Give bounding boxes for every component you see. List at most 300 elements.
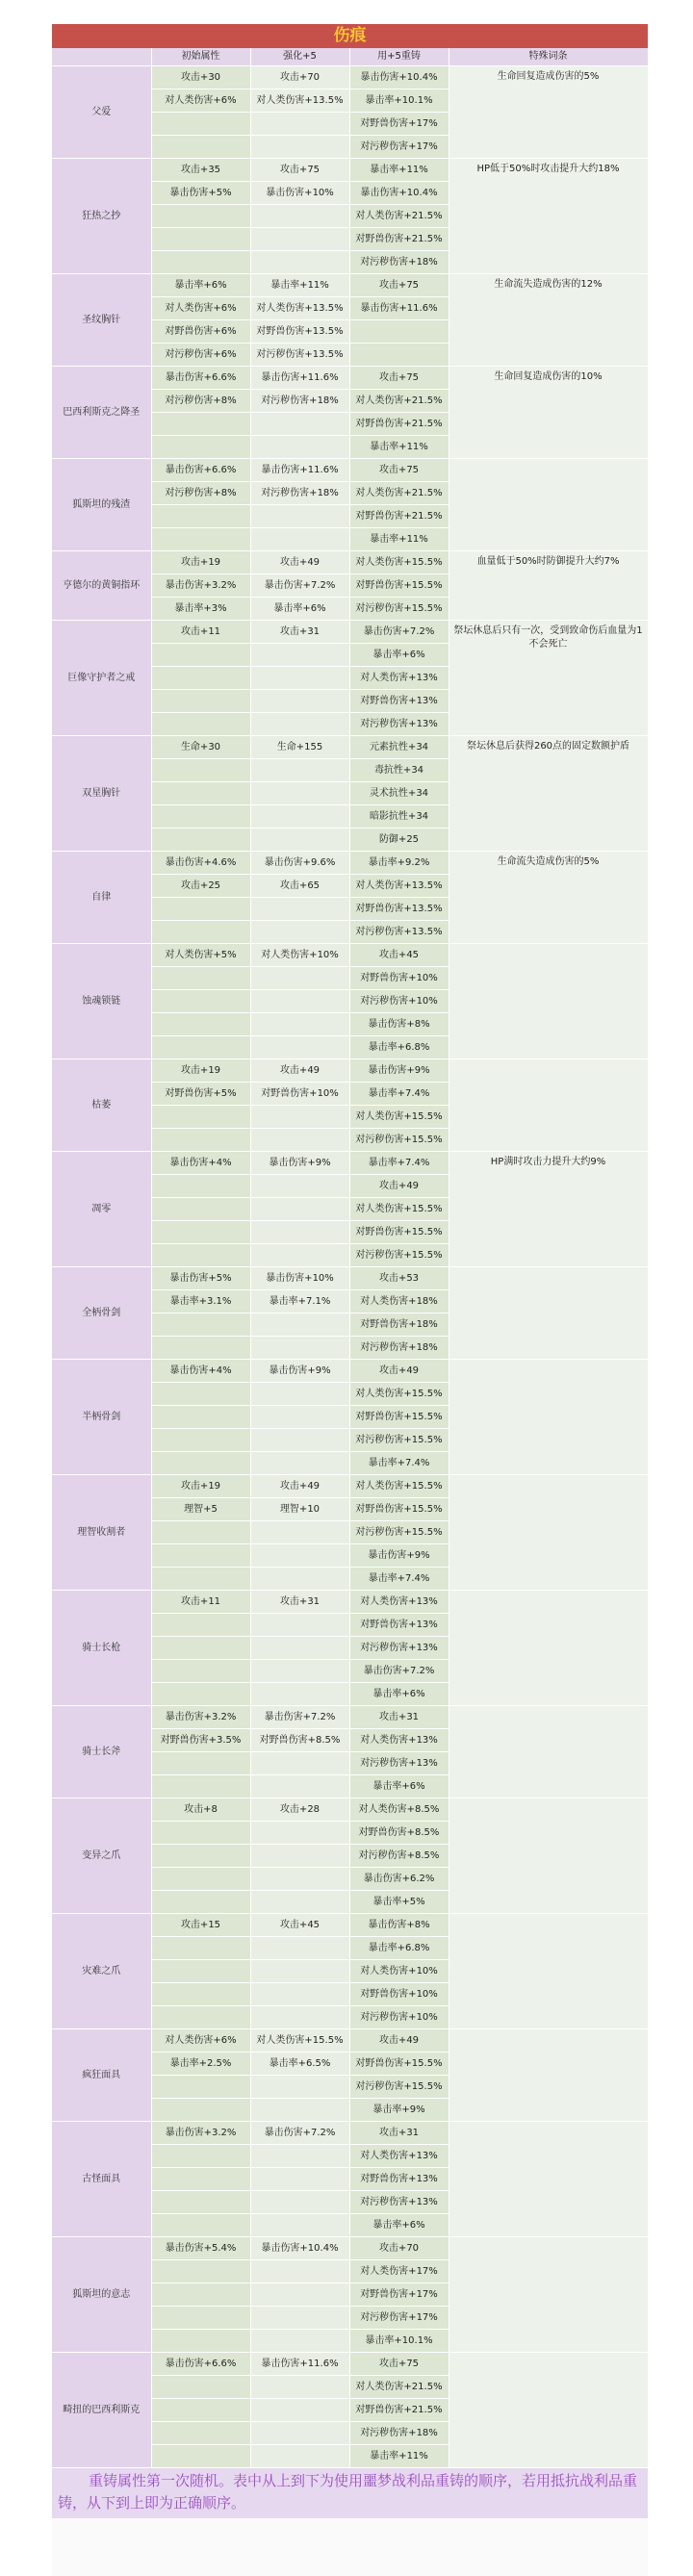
enhanced-stat-cell	[250, 2214, 349, 2237]
initial-stat-cell	[151, 1429, 250, 1452]
enhanced-stat-cell: 对人类伤害+13.5%	[250, 89, 349, 113]
initial-stat-cell	[151, 1937, 250, 1960]
enhanced-stat-cell	[250, 251, 349, 274]
initial-stat-cell	[151, 1683, 250, 1706]
reforge-stat-cell: 暗影抗性+34	[349, 805, 449, 829]
reforge-stat-cell: 对野兽伤害+18%	[349, 1314, 449, 1337]
initial-stat-cell: 暴击率+3%	[151, 598, 250, 621]
item-name: 狂热之抄	[52, 159, 151, 274]
reforge-stat-cell: 对野兽伤害+21.5%	[349, 2399, 449, 2422]
reforge-stat-cell: 对人类伤害+10%	[349, 1960, 449, 1983]
initial-stat-cell	[151, 1221, 250, 1244]
enhanced-stat-cell	[250, 2445, 349, 2468]
initial-stat-cell	[151, 1568, 250, 1591]
enhanced-stat-cell	[250, 2006, 349, 2029]
reforge-stat-cell: 攻击+53	[349, 1267, 449, 1290]
enhanced-stat-cell	[250, 1752, 349, 1775]
enhanced-stat-cell	[250, 967, 349, 990]
header-cell: 特殊词条	[449, 48, 648, 66]
special-affix-cell	[449, 2353, 648, 2468]
initial-stat-cell: 暴击伤害+5%	[151, 182, 250, 205]
table-row	[52, 1914, 648, 1937]
item-name: 巴西利斯克之降圣	[52, 367, 151, 459]
reforge-stat-cell: 对人类伤害+13.5%	[349, 875, 449, 898]
initial-stat-cell	[151, 2191, 250, 2214]
initial-stat-cell: 暴击率+6%	[151, 274, 250, 297]
enhanced-stat-cell	[250, 1660, 349, 1683]
reforge-stat-cell: 对污秽伤害+13%	[349, 1637, 449, 1660]
reforge-stat-cell: 对野兽伤害+15.5%	[349, 1406, 449, 1429]
enhanced-stat-cell	[250, 136, 349, 159]
initial-stat-cell	[151, 436, 250, 459]
initial-stat-cell	[151, 251, 250, 274]
item-name: 骑士长枪	[52, 1591, 151, 1706]
reforge-stat-cell: 暴击率+11%	[349, 2445, 449, 2468]
reforge-stat-cell: 对污秽伤害+13%	[349, 713, 449, 736]
table-row	[52, 1152, 648, 1175]
reforge-stat-cell: 对污秽伤害+15.5%	[349, 598, 449, 621]
initial-stat-cell	[151, 805, 250, 829]
enhanced-stat-cell	[250, 1891, 349, 1914]
special-affix-cell: 生命流失造成伤害的12%	[449, 274, 648, 367]
initial-stat-cell: 暴击伤害+3.2%	[151, 1706, 250, 1729]
item-name: 蚀魂锁链	[52, 944, 151, 1059]
item-name: 自律	[52, 852, 151, 944]
item-name: 理智收割者	[52, 1475, 151, 1591]
special-affix-cell: 生命回复造成伤害的5%	[449, 66, 648, 159]
table-row	[52, 2122, 648, 2145]
initial-stat-cell: 对污秽伤害+8%	[151, 390, 250, 413]
reforge-stat-cell: 暴击伤害+9%	[349, 1059, 449, 1083]
reforge-stat-cell: 对污秽伤害+15.5%	[349, 2076, 449, 2099]
reforge-stat-cell: 对野兽伤害+13%	[349, 690, 449, 713]
reforge-stat-cell: 对人类伤害+8.5%	[349, 1798, 449, 1822]
initial-stat-cell	[151, 967, 250, 990]
enhanced-stat-cell	[250, 805, 349, 829]
reforge-stat-cell: 暴击率+6.8%	[349, 1937, 449, 1960]
initial-stat-cell: 对污秽伤害+6%	[151, 344, 250, 367]
reforge-stat-cell: 对人类伤害+21.5%	[349, 205, 449, 228]
table-row	[52, 551, 648, 574]
reforge-stat-cell: 暴击伤害+9%	[349, 1544, 449, 1568]
item-name: 骑士长斧	[52, 1706, 151, 1798]
enhanced-stat-cell: 暴击伤害+10%	[250, 182, 349, 205]
reforge-stat-cell: 暴击率+6.8%	[349, 1036, 449, 1059]
initial-stat-cell	[151, 2330, 250, 2353]
initial-stat-cell: 攻击+11	[151, 621, 250, 644]
enhanced-stat-cell	[250, 1544, 349, 1568]
table-row	[52, 1059, 648, 1083]
enhanced-stat-cell	[250, 2145, 349, 2168]
enhanced-stat-cell	[250, 205, 349, 228]
reforge-stat-cell: 灵术抗性+34	[349, 782, 449, 805]
reforge-stat-cell: 暴击率+11%	[349, 528, 449, 551]
table-row	[52, 852, 648, 875]
enhanced-stat-cell: 攻击+31	[250, 621, 349, 644]
table-row	[52, 944, 648, 967]
table-row	[52, 459, 648, 482]
item-name: 父爱	[52, 66, 151, 159]
enhanced-stat-cell	[250, 1129, 349, 1152]
enhanced-stat-cell	[250, 1198, 349, 1221]
reforge-stat-cell: 对污秽伤害+8.5%	[349, 1845, 449, 1868]
initial-stat-cell	[151, 113, 250, 136]
initial-stat-cell	[151, 1383, 250, 1406]
reforge-stat-cell: 对野兽伤害+15.5%	[349, 2053, 449, 2076]
enhanced-stat-cell	[250, 782, 349, 805]
item-name: 圣纹胸针	[52, 274, 151, 367]
initial-stat-cell	[151, 1406, 250, 1429]
special-affix-cell	[449, 1914, 648, 2029]
enhanced-stat-cell	[250, 2076, 349, 2099]
enhanced-stat-cell	[250, 2422, 349, 2445]
equipment-sheet	[52, 24, 648, 2576]
reforge-stat-cell: 防御+25	[349, 829, 449, 852]
reforge-stat-cell: 对人类伤害+13%	[349, 2145, 449, 2168]
initial-stat-cell	[151, 782, 250, 805]
initial-stat-cell	[151, 1175, 250, 1198]
reforge-stat-cell: 对野兽伤害+21.5%	[349, 505, 449, 528]
initial-stat-cell: 暴击伤害+4%	[151, 1152, 250, 1175]
enhanced-stat-cell	[250, 1244, 349, 1267]
item-name: 狐斯坦的残渣	[52, 459, 151, 551]
item-name: 变异之爪	[52, 1798, 151, 1914]
initial-stat-cell	[151, 2260, 250, 2283]
reforge-stat-cell: 对污秽伤害+15.5%	[349, 1244, 449, 1267]
enhanced-stat-cell: 攻击+49	[250, 1475, 349, 1498]
initial-stat-cell	[151, 2307, 250, 2330]
initial-stat-cell	[151, 2076, 250, 2099]
reforge-stat-cell: 暴击率+11%	[349, 436, 449, 459]
enhanced-stat-cell: 对人类伤害+13.5%	[250, 297, 349, 320]
initial-stat-cell: 对野兽伤害+3.5%	[151, 1729, 250, 1752]
enhanced-stat-cell	[250, 1314, 349, 1337]
enhanced-stat-cell	[250, 1337, 349, 1360]
reforge-stat-cell: 对污秽伤害+17%	[349, 136, 449, 159]
footnote: 重铸属性第一次随机。表中从上到下为使用噩梦战利品重铸的顺序，若用抵抗战利品重铸，从下到上即为正确顺序。	[52, 2468, 648, 2518]
table-row	[52, 1475, 648, 1498]
initial-stat-cell	[151, 1891, 250, 1914]
reforge-stat-cell: 暴击伤害+10.4%	[349, 66, 449, 89]
table-row	[52, 159, 648, 182]
enhanced-stat-cell	[250, 1406, 349, 1429]
initial-stat-cell: 对野兽伤害+5%	[151, 1083, 250, 1106]
item-name: 畸扭的巴西利斯克	[52, 2353, 151, 2468]
reforge-stat-cell: 对人类伤害+15.5%	[349, 551, 449, 574]
enhanced-stat-cell	[250, 1568, 349, 1591]
table-row	[52, 1591, 648, 1614]
enhanced-stat-cell: 攻击+45	[250, 1914, 349, 1937]
reforge-stat-cell: 攻击+31	[349, 1706, 449, 1729]
initial-stat-cell	[151, 136, 250, 159]
enhanced-stat-cell	[250, 990, 349, 1013]
initial-stat-cell	[151, 1637, 250, 1660]
initial-stat-cell	[151, 713, 250, 736]
table-row	[52, 736, 648, 759]
item-name: 疯狂面具	[52, 2029, 151, 2122]
enhanced-stat-cell	[250, 2260, 349, 2283]
item-name: 灾难之爪	[52, 1914, 151, 2029]
reforge-stat-cell: 暴击率+7.4%	[349, 1568, 449, 1591]
enhanced-stat-cell	[250, 667, 349, 690]
enhanced-stat-cell: 暴击伤害+11.6%	[250, 367, 349, 390]
initial-stat-cell	[151, 1544, 250, 1568]
reforge-stat-cell: 对污秽伤害+13%	[349, 1752, 449, 1775]
reforge-stat-cell: 暴击率+6%	[349, 1775, 449, 1798]
item-name: 全柄骨剑	[52, 1267, 151, 1360]
item-name: 古怪面具	[52, 2122, 151, 2237]
enhanced-stat-cell	[250, 1775, 349, 1798]
enhanced-stat-cell	[250, 1983, 349, 2006]
enhanced-stat-cell	[250, 2376, 349, 2399]
enhanced-stat-cell	[250, 1960, 349, 1983]
initial-stat-cell: 攻击+25	[151, 875, 250, 898]
enhanced-stat-cell	[250, 2283, 349, 2307]
initial-stat-cell	[151, 2214, 250, 2237]
enhanced-stat-cell: 对人类伤害+15.5%	[250, 2029, 349, 2053]
enhanced-stat-cell	[250, 1521, 349, 1544]
initial-stat-cell: 暴击伤害+5%	[151, 1267, 250, 1290]
enhanced-stat-cell	[250, 1383, 349, 1406]
special-affix-cell	[449, 1591, 648, 1706]
initial-stat-cell	[151, 759, 250, 782]
initial-stat-cell	[151, 1337, 250, 1360]
reforge-stat-cell: 对人类伤害+21.5%	[349, 482, 449, 505]
initial-stat-cell: 理智+5	[151, 1498, 250, 1521]
reforge-stat-cell: 暴击率+7.4%	[349, 1452, 449, 1475]
initial-stat-cell	[151, 1314, 250, 1337]
table-row	[52, 1706, 648, 1729]
reforge-stat-cell: 对人类伤害+15.5%	[349, 1198, 449, 1221]
initial-stat-cell	[151, 1822, 250, 1845]
reforge-stat-cell: 攻击+49	[349, 1175, 449, 1198]
initial-stat-cell	[151, 898, 250, 921]
table-row	[52, 367, 648, 390]
initial-stat-cell	[151, 2283, 250, 2307]
enhanced-stat-cell	[250, 898, 349, 921]
reforge-stat-cell: 暴击率+10.1%	[349, 89, 449, 113]
enhanced-stat-cell	[250, 505, 349, 528]
reforge-stat-cell: 对污秽伤害+10%	[349, 2006, 449, 2029]
enhanced-stat-cell	[250, 1937, 349, 1960]
table-row	[52, 2353, 648, 2376]
enhanced-stat-cell: 对污秽伤害+18%	[250, 390, 349, 413]
reforge-stat-cell	[349, 320, 449, 344]
enhanced-stat-cell	[250, 1175, 349, 1198]
enhanced-stat-cell: 生命+155	[250, 736, 349, 759]
reforge-stat-cell: 对污秽伤害+17%	[349, 2307, 449, 2330]
table-row	[52, 621, 648, 644]
initial-stat-cell: 攻击+19	[151, 551, 250, 574]
special-affix-cell	[449, 2122, 648, 2237]
item-name: 双星胸针	[52, 736, 151, 852]
reforge-stat-cell: 攻击+45	[349, 944, 449, 967]
initial-stat-cell: 暴击伤害+4%	[151, 1360, 250, 1383]
reforge-stat-cell: 对野兽伤害+17%	[349, 113, 449, 136]
special-affix-cell	[449, 2237, 648, 2353]
enhanced-stat-cell: 攻击+49	[250, 1059, 349, 1083]
enhanced-stat-cell: 暴击伤害+11.6%	[250, 2353, 349, 2376]
special-affix-cell	[449, 2029, 648, 2122]
reforge-stat-cell: 对污秽伤害+15.5%	[349, 1129, 449, 1152]
enhanced-stat-cell	[250, 228, 349, 251]
reforge-stat-cell	[349, 344, 449, 367]
reforge-stat-cell: 对污秽伤害+13.5%	[349, 921, 449, 944]
reforge-stat-cell: 对污秽伤害+18%	[349, 251, 449, 274]
reforge-stat-cell: 攻击+70	[349, 2237, 449, 2260]
initial-stat-cell: 对人类伤害+6%	[151, 2029, 250, 2053]
enhanced-stat-cell: 攻击+65	[250, 875, 349, 898]
reforge-stat-cell: 暴击率+6%	[349, 1683, 449, 1706]
reforge-stat-cell: 对野兽伤害+21.5%	[349, 413, 449, 436]
special-affix-cell	[449, 1267, 648, 1360]
reforge-stat-cell: 对野兽伤害+10%	[349, 967, 449, 990]
initial-stat-cell: 暴击伤害+3.2%	[151, 574, 250, 598]
initial-stat-cell	[151, 1106, 250, 1129]
initial-stat-cell	[151, 1013, 250, 1036]
reforge-stat-cell: 攻击+75	[349, 367, 449, 390]
enhanced-stat-cell	[250, 1429, 349, 1452]
reforge-stat-cell: 对污秽伤害+15.5%	[349, 1429, 449, 1452]
special-affix-cell	[449, 459, 648, 551]
header-row	[52, 48, 648, 66]
reforge-stat-cell: 对野兽伤害+17%	[349, 2283, 449, 2307]
initial-stat-cell	[151, 1960, 250, 1983]
table-row	[52, 274, 648, 297]
enhanced-stat-cell: 暴击伤害+9%	[250, 1152, 349, 1175]
enhanced-stat-cell	[250, 2307, 349, 2330]
reforge-stat-cell: 对人类伤害+18%	[349, 1290, 449, 1314]
initial-stat-cell	[151, 505, 250, 528]
enhanced-stat-cell: 对野兽伤害+13.5%	[250, 320, 349, 344]
enhanced-stat-cell: 暴击伤害+9.6%	[250, 852, 349, 875]
initial-stat-cell	[151, 2445, 250, 2468]
reforge-stat-cell: 攻击+75	[349, 274, 449, 297]
reforge-stat-cell: 暴击伤害+10.4%	[349, 182, 449, 205]
reforge-stat-cell: 暴击率+6%	[349, 2214, 449, 2237]
initial-stat-cell	[151, 1129, 250, 1152]
reforge-stat-cell: 暴击率+11%	[349, 159, 449, 182]
reforge-stat-cell: 攻击+75	[349, 2353, 449, 2376]
enhanced-stat-cell: 暴击伤害+11.6%	[250, 459, 349, 482]
enhanced-stat-cell	[250, 759, 349, 782]
reforge-stat-cell: 对人类伤害+13%	[349, 1729, 449, 1752]
enhanced-stat-cell: 暴击伤害+10.4%	[250, 2237, 349, 2260]
item-name: 枯萎	[52, 1059, 151, 1152]
header-cell: 用+5重铸	[349, 48, 449, 66]
reforge-stat-cell: 毒抗性+34	[349, 759, 449, 782]
equipment-table	[52, 48, 649, 2468]
initial-stat-cell: 暴击伤害+6.6%	[151, 367, 250, 390]
special-affix-cell	[449, 1360, 648, 1475]
enhanced-stat-cell	[250, 921, 349, 944]
initial-stat-cell	[151, 2376, 250, 2399]
reforge-stat-cell: 对野兽伤害+8.5%	[349, 1822, 449, 1845]
initial-stat-cell: 攻击+19	[151, 1059, 250, 1083]
sheet-title: 伤痕	[52, 24, 648, 48]
reforge-stat-cell: 对污秽伤害+13%	[349, 2191, 449, 2214]
initial-stat-cell	[151, 2422, 250, 2445]
enhanced-stat-cell: 对污秽伤害+13.5%	[250, 344, 349, 367]
enhanced-stat-cell	[250, 1868, 349, 1891]
blank-area	[52, 2518, 648, 2576]
initial-stat-cell	[151, 2168, 250, 2191]
reforge-stat-cell: 对人类伤害+15.5%	[349, 1383, 449, 1406]
reforge-stat-cell: 对野兽伤害+13.5%	[349, 898, 449, 921]
initial-stat-cell	[151, 667, 250, 690]
initial-stat-cell: 暴击率+3.1%	[151, 1290, 250, 1314]
reforge-stat-cell: 对野兽伤害+10%	[349, 1983, 449, 2006]
enhanced-stat-cell: 对污秽伤害+18%	[250, 482, 349, 505]
initial-stat-cell	[151, 1244, 250, 1267]
enhanced-stat-cell	[250, 1221, 349, 1244]
reforge-stat-cell: 对人类伤害+13%	[349, 667, 449, 690]
reforge-stat-cell: 对野兽伤害+15.5%	[349, 1221, 449, 1244]
reforge-stat-cell: 暴击率+10.1%	[349, 2330, 449, 2353]
reforge-stat-cell: 对野兽伤害+13%	[349, 1614, 449, 1637]
reforge-stat-cell: 暴击伤害+8%	[349, 1013, 449, 1036]
initial-stat-cell	[151, 2099, 250, 2122]
enhanced-stat-cell	[250, 1822, 349, 1845]
header-cell	[52, 48, 151, 66]
special-affix-cell	[449, 1475, 648, 1591]
initial-stat-cell	[151, 1845, 250, 1868]
initial-stat-cell: 暴击伤害+6.6%	[151, 2353, 250, 2376]
enhanced-stat-cell	[250, 2399, 349, 2422]
special-affix-cell: 血量低于50%时防御提升大约7%	[449, 551, 648, 621]
special-affix-cell	[449, 1706, 648, 1798]
reforge-stat-cell: 暴击率+6%	[349, 644, 449, 667]
initial-stat-cell	[151, 228, 250, 251]
enhanced-stat-cell	[250, 436, 349, 459]
reforge-stat-cell: 对污秽伤害+15.5%	[349, 1521, 449, 1544]
initial-stat-cell: 攻击+11	[151, 1591, 250, 1614]
initial-stat-cell: 对人类伤害+6%	[151, 297, 250, 320]
enhanced-stat-cell: 攻击+75	[250, 159, 349, 182]
initial-stat-cell: 攻击+15	[151, 1914, 250, 1937]
enhanced-stat-cell	[250, 1452, 349, 1475]
reforge-stat-cell: 对人类伤害+13%	[349, 1591, 449, 1614]
special-affix-cell: 祭坛休息后只有一次，受到致命伤后血量为1不会死亡	[449, 621, 648, 736]
table-row	[52, 1267, 648, 1290]
initial-stat-cell: 攻击+30	[151, 66, 250, 89]
reforge-stat-cell: 对人类伤害+15.5%	[349, 1475, 449, 1498]
reforge-stat-cell: 攻击+49	[349, 2029, 449, 2053]
reforge-stat-cell: 对野兽伤害+13%	[349, 2168, 449, 2191]
reforge-stat-cell: 攻击+49	[349, 1360, 449, 1383]
initial-stat-cell	[151, 1983, 250, 2006]
enhanced-stat-cell: 对野兽伤害+10%	[250, 1083, 349, 1106]
reforge-stat-cell: 元素抗性+34	[349, 736, 449, 759]
reforge-stat-cell: 对污秽伤害+10%	[349, 990, 449, 1013]
initial-stat-cell: 攻击+8	[151, 1798, 250, 1822]
enhanced-stat-cell: 攻击+28	[250, 1798, 349, 1822]
item-name: 亨德尔的黄铜指环	[52, 551, 151, 621]
initial-stat-cell	[151, 1614, 250, 1637]
enhanced-stat-cell: 暴击率+11%	[250, 274, 349, 297]
initial-stat-cell	[151, 1752, 250, 1775]
table-row	[52, 1798, 648, 1822]
enhanced-stat-cell: 暴击率+7.1%	[250, 1290, 349, 1314]
initial-stat-cell	[151, 413, 250, 436]
item-name: 半柄骨剑	[52, 1360, 151, 1475]
initial-stat-cell	[151, 1775, 250, 1798]
enhanced-stat-cell	[250, 2330, 349, 2353]
enhanced-stat-cell	[250, 1637, 349, 1660]
reforge-stat-cell: 对野兽伤害+15.5%	[349, 574, 449, 598]
reforge-stat-cell: 暴击伤害+7.2%	[349, 1660, 449, 1683]
enhanced-stat-cell	[250, 713, 349, 736]
